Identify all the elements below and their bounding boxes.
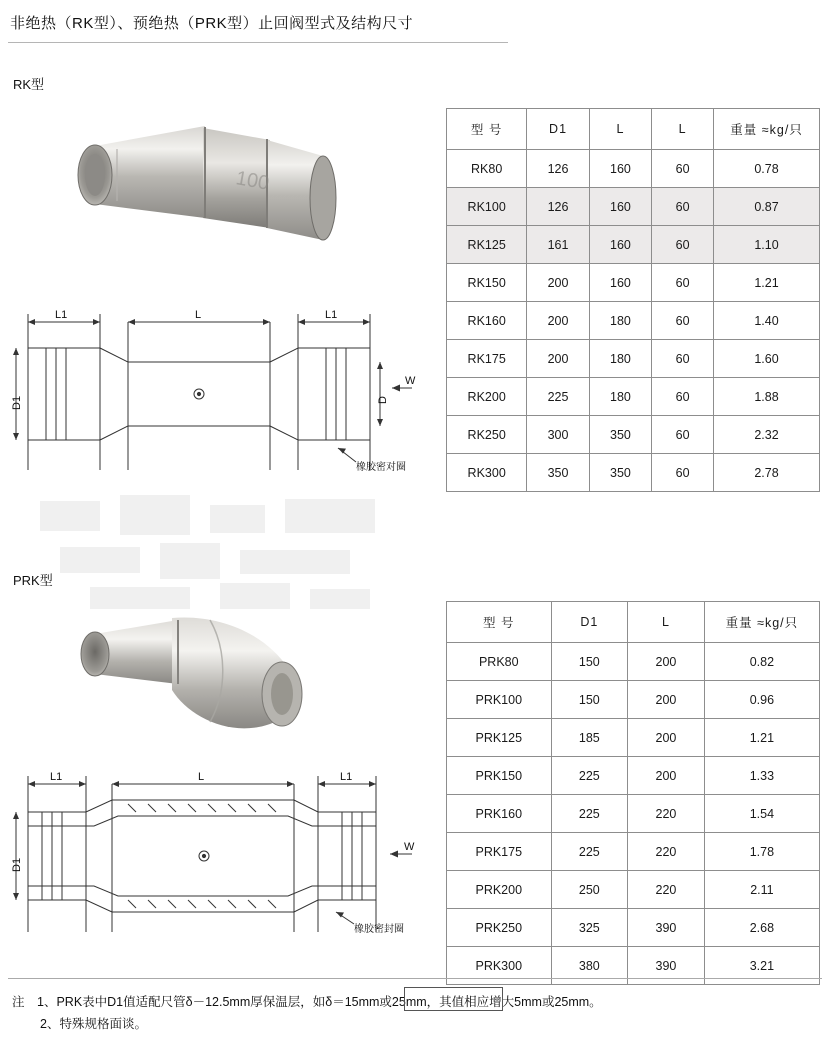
prk-product-photo xyxy=(60,598,350,758)
table-row xyxy=(447,643,820,681)
cell-weight: 0.87 xyxy=(714,188,820,226)
cell-l: 390 xyxy=(628,909,705,947)
cell-l2: 60 xyxy=(652,340,714,378)
table-row xyxy=(447,681,820,719)
cell-l1: 180 xyxy=(589,302,651,340)
cell-model: RK250 xyxy=(447,416,527,454)
cell-model: PRK160 xyxy=(447,795,552,833)
cell-weight: 2.32 xyxy=(714,416,820,454)
cell-weight: 1.60 xyxy=(714,340,820,378)
cell-model: PRK250 xyxy=(447,909,552,947)
cell-d1: 380 xyxy=(551,947,628,985)
prk-dimension-drawing xyxy=(8,760,428,950)
header-model: 型 号 xyxy=(447,602,552,643)
table-row xyxy=(447,378,820,416)
cell-l1: 180 xyxy=(589,378,651,416)
note-highlight-box xyxy=(404,987,503,1011)
cell-l1: 160 xyxy=(589,264,651,302)
rk-dim-l: L xyxy=(195,309,202,321)
cell-model: RK175 xyxy=(447,340,527,378)
cell-d1: 161 xyxy=(527,226,589,264)
cell-l: 200 xyxy=(628,643,705,681)
cell-d1: 200 xyxy=(527,264,589,302)
rk-dim-l1-left: L1 xyxy=(55,309,68,321)
rk-seal-callout: 橡胶密对圈 xyxy=(356,462,406,473)
prk-spec-table xyxy=(446,601,820,985)
cell-l: 220 xyxy=(628,833,705,871)
rk-product-photo xyxy=(55,100,355,280)
section-label-prk: PRK型 xyxy=(13,573,53,588)
cell-d1: 150 xyxy=(551,681,628,719)
cell-l: 200 xyxy=(628,719,705,757)
cell-d1: 225 xyxy=(551,833,628,871)
cell-model: RK125 xyxy=(447,226,527,264)
table-row xyxy=(447,757,820,795)
rk-dim-d1: D1 xyxy=(11,395,23,410)
table-row xyxy=(447,795,820,833)
cell-d1: 150 xyxy=(551,643,628,681)
cell-d1: 200 xyxy=(527,302,589,340)
cell-l1: 160 xyxy=(589,150,651,188)
table-header-row xyxy=(447,109,820,150)
cell-weight: 0.96 xyxy=(704,681,819,719)
cell-l1: 160 xyxy=(589,226,651,264)
cell-model: RK300 xyxy=(447,454,527,492)
cell-weight: 3.21 xyxy=(704,947,819,985)
rk-dimension-drawing xyxy=(8,300,428,490)
rk-spec-table xyxy=(446,108,820,492)
prk-dim-l1-right: L1 xyxy=(340,771,353,783)
cell-weight: 2.78 xyxy=(714,454,820,492)
table-row xyxy=(447,416,820,454)
cell-l: 220 xyxy=(628,871,705,909)
cell-d1: 300 xyxy=(527,416,589,454)
table-row xyxy=(447,871,820,909)
cell-weight: 1.21 xyxy=(714,264,820,302)
title-divider xyxy=(8,42,508,43)
cell-l: 200 xyxy=(628,757,705,795)
cell-d1: 250 xyxy=(551,871,628,909)
cell-weight: 1.54 xyxy=(704,795,819,833)
cell-model: PRK175 xyxy=(447,833,552,871)
cell-l2: 60 xyxy=(652,302,714,340)
cell-weight: 1.88 xyxy=(714,378,820,416)
prk-dim-l: L xyxy=(198,771,205,783)
table-row xyxy=(447,454,820,492)
cell-model: RK160 xyxy=(447,302,527,340)
cell-d1: 325 xyxy=(551,909,628,947)
cell-d1: 126 xyxy=(527,188,589,226)
cell-l: 220 xyxy=(628,795,705,833)
header-l-1: L xyxy=(589,109,651,150)
rk-dim-l1-right: L1 xyxy=(325,309,338,321)
table-row xyxy=(447,226,820,264)
rk-dim-d: D xyxy=(377,396,389,404)
cell-d1: 225 xyxy=(551,757,628,795)
header-model: 型 号 xyxy=(447,109,527,150)
note-line-1: 注 1、PRK表中D1值适配尺管δ－12.5mm厚保温层，如δ＝15mm或25mm，其值相应增大5mm或25mm。 xyxy=(12,995,602,1009)
cell-model: PRK300 xyxy=(447,947,552,985)
cell-l1: 350 xyxy=(589,454,651,492)
cell-d1: 225 xyxy=(551,795,628,833)
table-row xyxy=(447,150,820,188)
table-row xyxy=(447,302,820,340)
header-l-2: L xyxy=(652,109,714,150)
cell-l2: 60 xyxy=(652,416,714,454)
cell-model: RK150 xyxy=(447,264,527,302)
svg-text:100: 100 xyxy=(234,167,271,195)
section-label-rk: RK型 xyxy=(13,77,45,92)
header-d1: D1 xyxy=(527,109,589,150)
cell-model: RK80 xyxy=(447,150,527,188)
header-weight: 重量 ≈kg/只 xyxy=(704,602,819,643)
cell-model: PRK125 xyxy=(447,719,552,757)
cell-weight: 2.11 xyxy=(704,871,819,909)
cell-d1: 225 xyxy=(527,378,589,416)
rk-flow-label: W xyxy=(405,375,416,387)
cell-l: 200 xyxy=(628,681,705,719)
prk-flow-label: W xyxy=(404,841,415,853)
prk-seal-callout: 橡胶密封圈 xyxy=(354,924,404,935)
cell-l2: 60 xyxy=(652,150,714,188)
cell-l2: 60 xyxy=(652,264,714,302)
cell-l2: 60 xyxy=(652,188,714,226)
page-title: 非绝热（RK型）、预绝热（PRK型）止回阀型式及结构尺寸 xyxy=(10,15,414,32)
table-row xyxy=(447,340,820,378)
cell-l1: 350 xyxy=(589,416,651,454)
table-row xyxy=(447,719,820,757)
table-row xyxy=(447,264,820,302)
cell-d1: 350 xyxy=(527,454,589,492)
table-row xyxy=(447,188,820,226)
cell-weight: 2.68 xyxy=(704,909,819,947)
header-l: L xyxy=(628,602,705,643)
background-texture xyxy=(30,495,430,615)
cell-l1: 180 xyxy=(589,340,651,378)
table-header-row xyxy=(447,602,820,643)
prk-dim-l1-left: L1 xyxy=(50,771,63,783)
cell-d1: 126 xyxy=(527,150,589,188)
cell-model: RK200 xyxy=(447,378,527,416)
cell-weight: 1.78 xyxy=(704,833,819,871)
cell-model: PRK100 xyxy=(447,681,552,719)
cell-d1: 185 xyxy=(551,719,628,757)
cell-l2: 60 xyxy=(652,454,714,492)
cell-weight: 1.21 xyxy=(704,719,819,757)
prk-dim-d1: D1 xyxy=(11,857,23,872)
cell-l1: 160 xyxy=(589,188,651,226)
cell-weight: 1.40 xyxy=(714,302,820,340)
table-row xyxy=(447,833,820,871)
cell-weight: 0.82 xyxy=(704,643,819,681)
cell-model: PRK150 xyxy=(447,757,552,795)
cell-weight: 0.78 xyxy=(714,150,820,188)
header-weight: 重量 ≈kg/只 xyxy=(714,109,820,150)
cell-l: 390 xyxy=(628,947,705,985)
cell-l2: 60 xyxy=(652,378,714,416)
footer-divider xyxy=(8,978,822,979)
cell-model: PRK200 xyxy=(447,871,552,909)
cell-model: PRK80 xyxy=(447,643,552,681)
cell-weight: 1.10 xyxy=(714,226,820,264)
cell-model: RK100 xyxy=(447,188,527,226)
cell-weight: 1.33 xyxy=(704,757,819,795)
header-d1: D1 xyxy=(551,602,628,643)
note-line-2: 2、特殊规格面谈。 xyxy=(40,1017,147,1031)
cell-l2: 60 xyxy=(652,226,714,264)
cell-d1: 200 xyxy=(527,340,589,378)
table-row xyxy=(447,909,820,947)
